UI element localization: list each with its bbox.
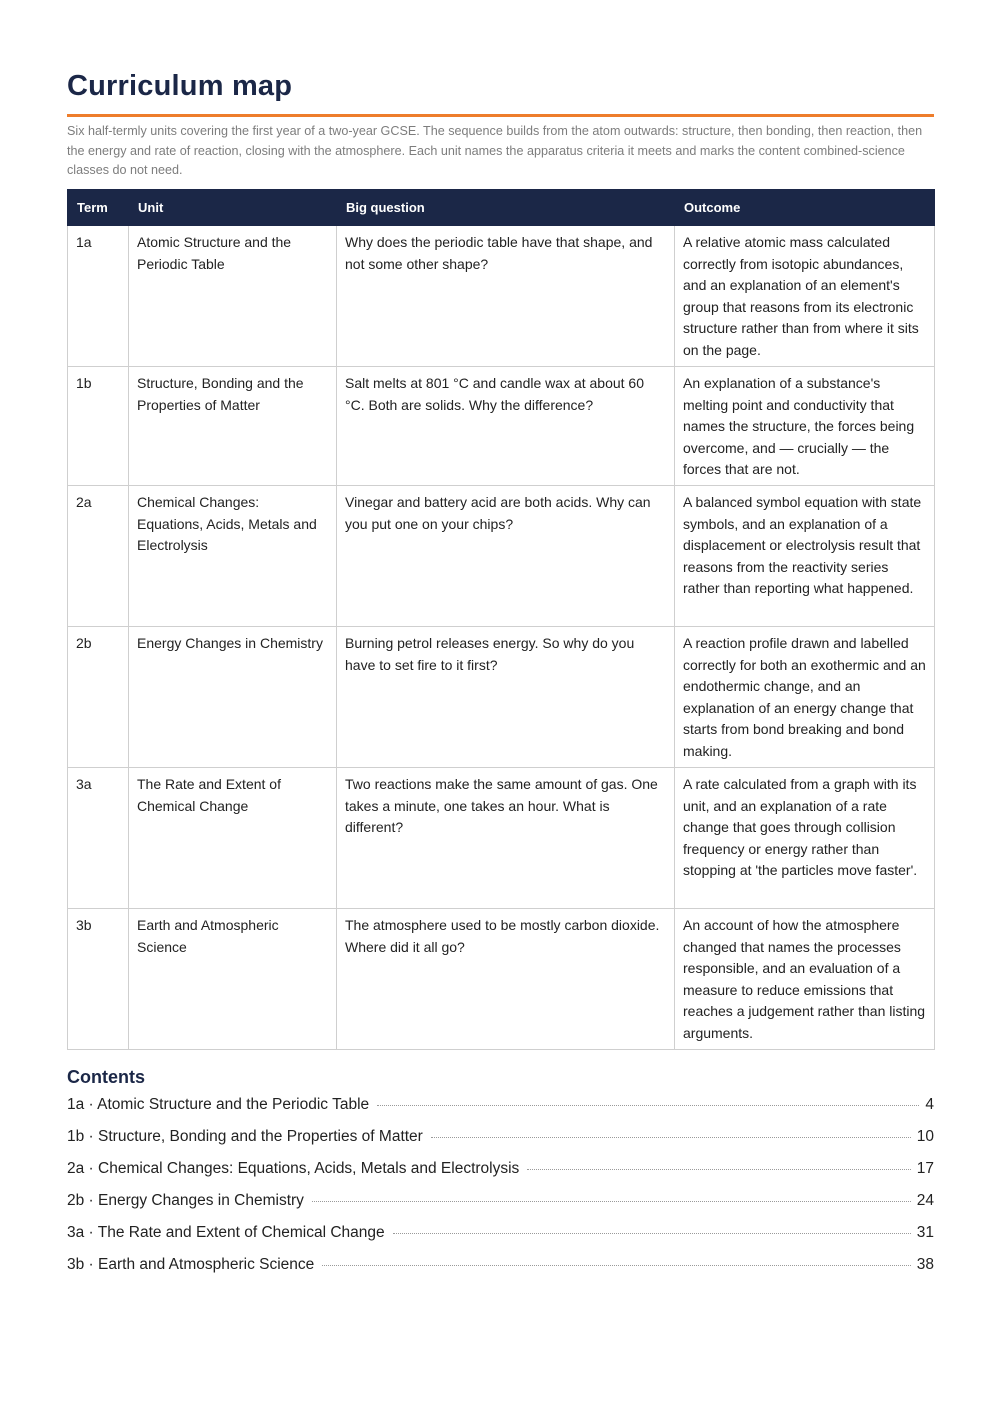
term-cell: 2a [68, 486, 129, 627]
question-cell: The atmosphere used to be mostly carbon dioxide. Where did it all go? [337, 909, 675, 1050]
curriculum-table [67, 189, 935, 1050]
toc-entry-label: 3b · Earth and Atmospheric Science [67, 1256, 315, 1273]
outcome-cell: A balanced symbol equation with state symbols, and an explanation of a displacement or electrolysis result that reasons from the reactivity series rather than reporting what happened. [675, 486, 935, 627]
table-header-row [68, 190, 935, 226]
unit-cell: Structure, Bonding and the Properties of Matter [129, 367, 337, 486]
term-cell: 3b [68, 909, 129, 1050]
toc-leader-dots [527, 1169, 910, 1170]
toc-entry[interactable] [67, 1192, 934, 1224]
page-title: Curriculum map [67, 70, 293, 102]
toc-entry[interactable] [67, 1160, 934, 1192]
table-row [68, 486, 935, 627]
toc-page-number: 38 [916, 1256, 934, 1273]
question-cell: Why does the periodic table have that shape, and not some other shape? [337, 226, 675, 367]
outcome-cell: A reaction profile drawn and labelled correctly for both an exothermic and an endothermic change, and an explanation of an energy change that starts from bond breaking and bond making. [675, 627, 935, 768]
table-row [68, 768, 935, 909]
toc-page-number: 10 [916, 1128, 934, 1145]
intro-paragraph: Six half-termly units covering the first year of a two-year GCSE. The sequence builds from the atom outwards: structure, then bonding, then reaction, then the energy and rate of reaction, closing with the atmosphere. Each unit names the apparatus criteria it meets and marks the content combined-science classes do not need. [67, 124, 923, 177]
unit-cell: Earth and Atmospheric Science [129, 909, 337, 1050]
term-cell: 1b [68, 367, 129, 486]
toc-entry[interactable] [67, 1256, 934, 1288]
toc-entry[interactable] [67, 1128, 934, 1160]
toc-entry-label: 3a · The Rate and Extent of Chemical Change [67, 1224, 385, 1241]
term-cell: 3a [68, 768, 129, 909]
header-outcome: Outcome [675, 190, 935, 226]
toc-page-number: 4 [925, 1096, 934, 1113]
outcome-cell: An account of how the atmosphere changed that names the processes responsible, and an evaluation of a measure to reduce emissions that reaches a judgement rather than listing arguments. [675, 909, 935, 1050]
unit-cell: Atomic Structure and the Periodic Table [129, 226, 337, 367]
outcome-cell: A relative atomic mass calculated correctly from isotopic abundances, and an explanation of an element's group that reasons from its electronic structure rather than from where it sits on the page. [675, 226, 935, 367]
toc-entry[interactable] [67, 1096, 934, 1128]
toc-leader-dots [312, 1201, 911, 1202]
toc-entry[interactable] [67, 1224, 934, 1256]
toc-leader-dots [431, 1137, 911, 1138]
toc-leader-dots [393, 1233, 911, 1234]
unit-cell: The Rate and Extent of Chemical Change [129, 768, 337, 909]
toc-entry-label: 2a · Chemical Changes: Equations, Acids, Metals and Electrolysis [67, 1160, 520, 1177]
table-row [68, 226, 935, 367]
table-row [68, 627, 935, 768]
question-cell: Vinegar and battery acid are both acids. Why can you put one on your chips? [337, 486, 675, 627]
term-cell: 2b [68, 627, 129, 768]
unit-cell: Chemical Changes: Equations, Acids, Metals and Electrolysis [129, 486, 337, 627]
toc-leader-dots [322, 1265, 910, 1266]
toc-page-number: 17 [916, 1160, 934, 1177]
unit-cell: Energy Changes in Chemistry [129, 627, 337, 768]
title-rule [67, 114, 934, 117]
header-unit: Unit [129, 190, 337, 226]
header-term: Term [68, 190, 129, 226]
contents-heading: Contents [67, 1067, 145, 1087]
header-big-question: Big question [337, 190, 675, 226]
toc-entry-label: 2b · Energy Changes in Chemistry [67, 1192, 304, 1209]
term-cell: 1a [68, 226, 129, 367]
outcome-cell: An explanation of a substance's melting point and conductivity that names the structure, the forces being overcome, and — crucially — the forces that are not. [675, 367, 935, 486]
table-row [68, 909, 935, 1050]
contents-list [67, 1096, 934, 1288]
question-cell: Two reactions make the same amount of gas. One takes a minute, one takes an hour. What is different? [337, 768, 675, 909]
outcome-cell: A rate calculated from a graph with its unit, and an explanation of a rate change that goes through collision frequency or energy rather than stopping at 'the particles move faster'. [675, 768, 935, 909]
toc-page-number: 24 [916, 1192, 934, 1209]
table-row [68, 367, 935, 486]
toc-page-number: 31 [916, 1224, 934, 1241]
toc-entry-label: 1b · Structure, Bonding and the Properties of Matter [67, 1128, 423, 1145]
toc-leader-dots [377, 1105, 919, 1106]
toc-entry-label: 1a · Atomic Structure and the Periodic Table [67, 1096, 370, 1113]
question-cell: Burning petrol releases energy. So why do you have to set fire to it first? [337, 627, 675, 768]
question-cell: Salt melts at 801 °C and candle wax at about 60 °C. Both are solids. Why the difference? [337, 367, 675, 486]
